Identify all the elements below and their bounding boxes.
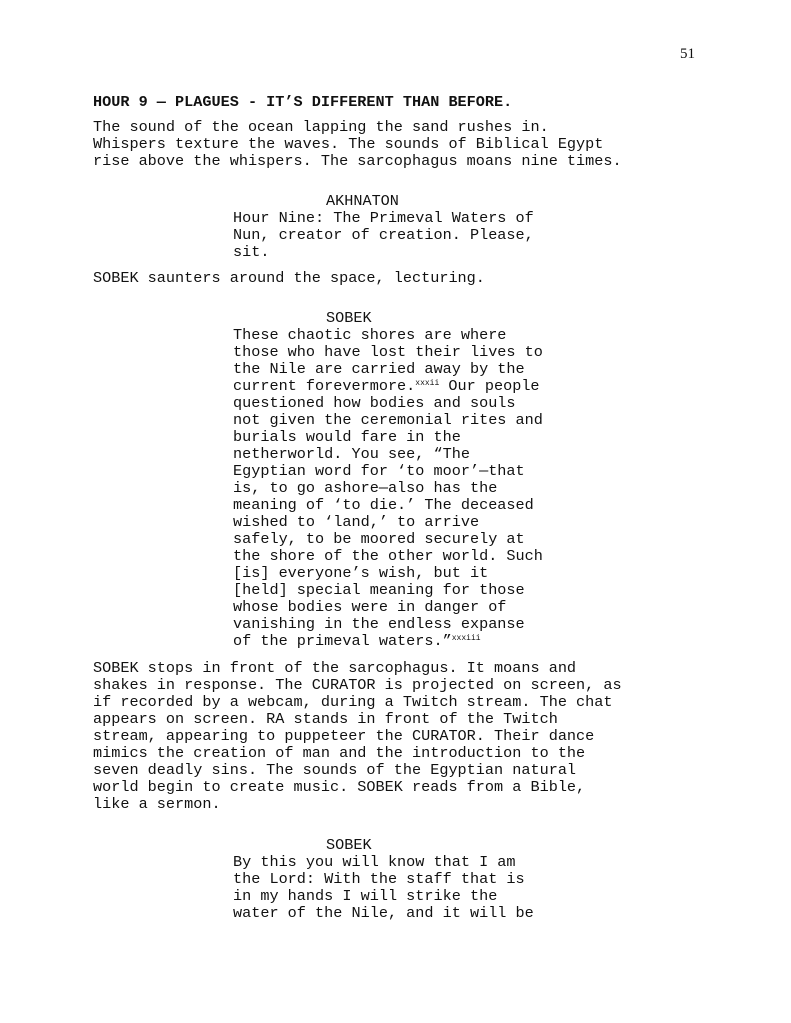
dialogue-line: meaning of ‘to die.’ The deceased (233, 496, 534, 514)
scene-heading: HOUR 9 — PLAGUES - IT’S DIFFERENT THAN BEFORE. (93, 93, 513, 111)
action-line: appears on screen. RA stands in front of the Twitch (93, 710, 558, 728)
dialogue-line: questioned how bodies and souls (233, 394, 516, 412)
action-line: SOBEK stops in front of the sarcophagus. It moans and (93, 659, 577, 677)
character-name: AKHNATON (326, 192, 399, 210)
dialogue-text: current forevermore. (233, 377, 416, 395)
action-line: Whispers texture the waves. The sounds of Biblical Egypt (93, 135, 604, 153)
dialogue-line: water of the Nile, and it will be (233, 904, 534, 922)
page-number: 51 (680, 46, 695, 62)
dialogue-line: those who have lost their lives to (233, 343, 543, 361)
action-line: like a sermon. (93, 795, 221, 813)
action-line: mimics the creation of man and the introduction to the (93, 744, 586, 762)
dialogue-line (233, 633, 481, 650)
dialogue-line: wished to ‘land,’ to arrive (233, 513, 480, 531)
dialogue-line: burials would fare in the (233, 428, 461, 446)
dialogue-line: is, to go ashore—also has the (233, 479, 498, 497)
footnote-marker: xxxiii (451, 634, 481, 643)
dialogue-line: These chaotic shores are where (233, 326, 507, 344)
dialogue-line: Egyptian word for ‘to moor’—that (233, 462, 525, 480)
dialogue-line: the Nile are carried away by the (233, 360, 525, 378)
dialogue-line: Hour Nine: The Primeval Waters of (233, 209, 534, 227)
dialogue-line: vanishing in the endless expanse (233, 615, 525, 633)
action-line: shakes in response. The CURATOR is projected on screen, as (93, 676, 622, 694)
action-line: seven deadly sins. The sounds of the Egyptian natural (93, 761, 577, 779)
dialogue-line: Nun, creator of creation. Please, (233, 226, 534, 244)
dialogue-line: safely, to be moored securely at (233, 530, 525, 548)
footnote-marker: xxxii (415, 379, 440, 388)
character-name: SOBEK (326, 836, 372, 854)
dialogue-line: [held] special meaning for those (233, 581, 525, 599)
dialogue-line: netherworld. You see, “The (233, 445, 470, 463)
dialogue-text: of the primeval waters.” (233, 632, 452, 650)
dialogue-line: sit. (233, 243, 270, 261)
dialogue-text: Our people (439, 377, 540, 395)
action-line: if recorded by a webcam, during a Twitch stream. The chat (93, 693, 613, 711)
dialogue-line: [is] everyone’s wish, but it (233, 564, 489, 582)
character-name: SOBEK (326, 309, 372, 327)
action-line: world begin to create music. SOBEK reads from a Bible, (93, 778, 586, 796)
dialogue-line: By this you will know that I am (233, 853, 516, 871)
dialogue-line: whose bodies were in danger of (233, 598, 507, 616)
dialogue-line: in my hands I will strike the (233, 887, 498, 905)
action-line: rise above the whispers. The sarcophagus moans nine times. (93, 152, 622, 170)
dialogue-line: the Lord: With the staff that is (233, 870, 525, 888)
action-line: stream, appearing to puppeteer the CURATOR. Their dance (93, 727, 595, 745)
action-line: SOBEK saunters around the space, lecturing. (93, 269, 485, 287)
dialogue-line (233, 378, 540, 395)
dialogue-line: not given the ceremonial rites and (233, 411, 543, 429)
dialogue-line: the shore of the other world. Such (233, 547, 543, 565)
action-line: The sound of the ocean lapping the sand rushes in. (93, 118, 549, 136)
